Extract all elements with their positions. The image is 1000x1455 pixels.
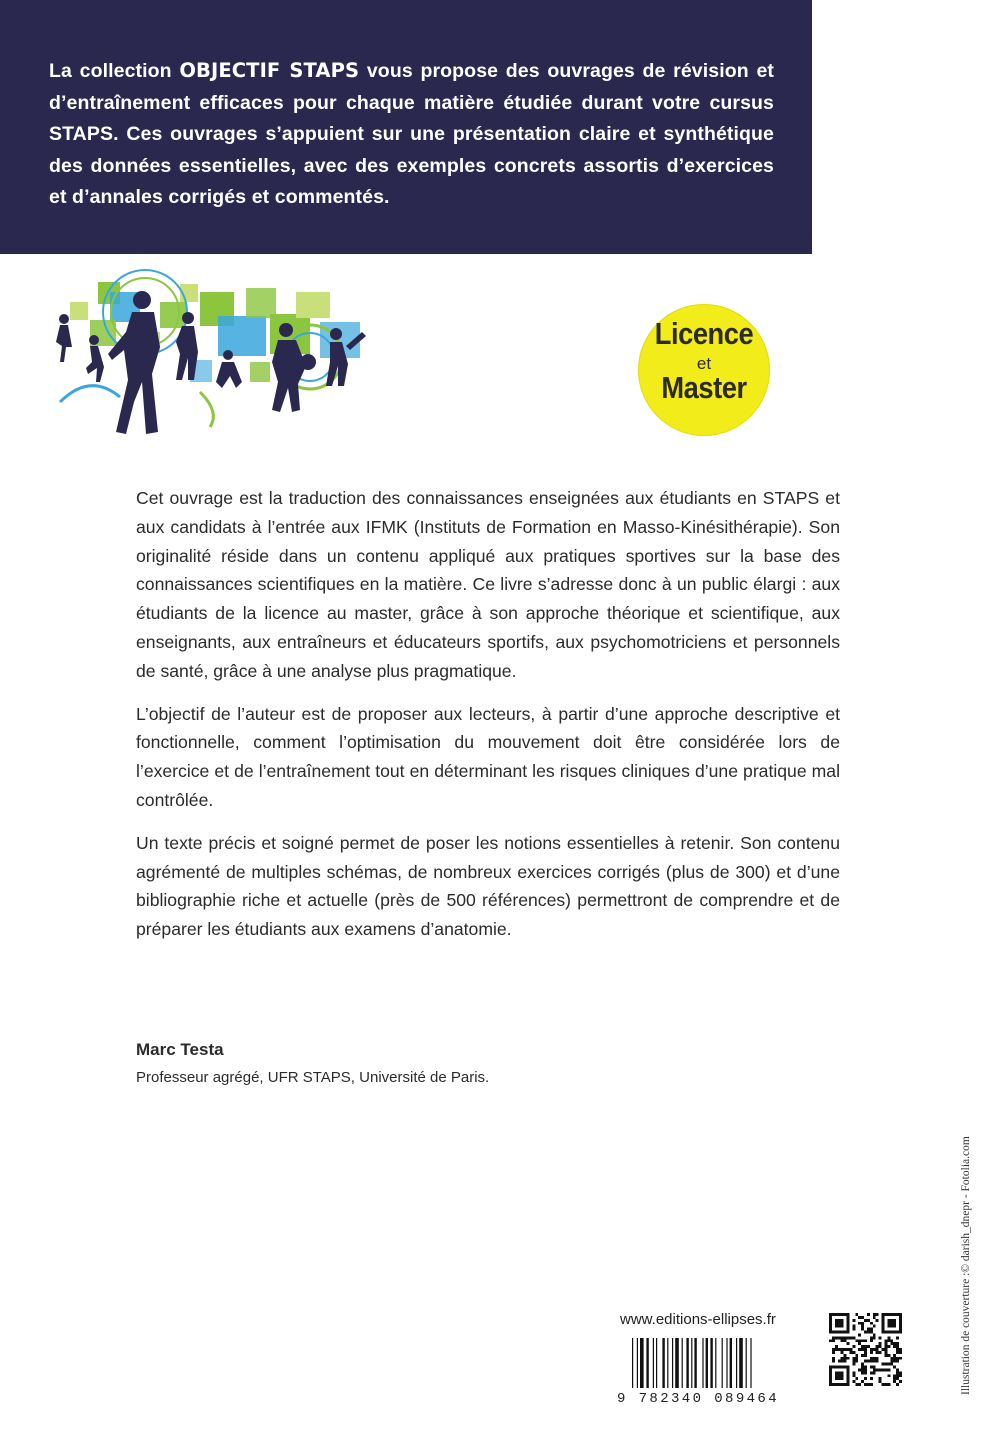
- badge-et: et: [696, 354, 712, 373]
- isbn-number: 9 782340 089464: [617, 1391, 780, 1407]
- barcode-icon: [632, 1338, 810, 1388]
- banner-intro: La collection: [49, 60, 180, 82]
- banner-text: vous propose des ouvrages de révision et d’entraînement efficaces pour chaque matière étudiée durant votre cursus STAPS. Ces ouvrages s’appuient sur une présentation claire et synthétique des données essentielles, avec des exemples concrets assortis d’exercices et d’annales corrigés et commentés.: [49, 60, 774, 208]
- description-paragraph-3: Un texte précis et soigné permet de poser les notions essentielles à retenir. Son contenu agrémenté de multiples schémas, de nombreux exercices corrigés (plus de 300) et d’une bibliographie riche et actuelle (près de 500 références) permettront de comprendre et de préparer les étudiants aux examens d’anatomie.: [136, 832, 840, 940]
- book-description: [136, 484, 840, 958]
- badge-master: Master: [661, 370, 747, 405]
- author-name: Marc Testa: [136, 1040, 224, 1059]
- collection-description: [49, 55, 774, 214]
- badge-licence: Licence: [654, 316, 754, 351]
- top-banner: [0, 0, 812, 254]
- collection-name: OBJECTIF STAPS: [179, 59, 360, 82]
- description-paragraph-1: Cet ouvrage est la traduction des connaissances enseignées aux étudiants en STAPS et aux candidats à l’entrée aux IFMK (Instituts de Formation en Masso-Kinésithérapie). Son originalité réside dans un contenu appliqué aux pratiques sportives sur la base des connaissances scientifiques en la matière. Ce livre s’adresse donc à un public élargi : aux étudiants de la licence au master, grâce à son approche théorique et scientifique, aux enseignants, aux entraîneurs et éducateurs sportifs, aux psychomotriciens et personnels de santé, grâce à une analyse plus pragmatique.: [136, 488, 840, 681]
- description-paragraph-2: L’objectif de l’auteur est de proposer aux lecteurs, à partir d’une approche descriptive et fonctionnelle, comment l’optimisation du mouvement doit être considérée lors de l’exercice et de l’entraînement tout en déterminant les risques cliniques d’une pratique mal contrôlée.: [136, 703, 840, 810]
- athletes-illustration: [50, 262, 380, 442]
- level-badge: [638, 304, 770, 436]
- illustration-credit: Illustration de couverture :© darish_dnepr - Fotolia.com: [960, 1136, 972, 1395]
- publisher-website[interactable]: www.editions-ellipses.fr: [620, 1311, 776, 1328]
- author-title: Professeur agrégé, UFR STAPS, Université de Paris.: [136, 1069, 490, 1086]
- qr-code-icon: [829, 1313, 902, 1386]
